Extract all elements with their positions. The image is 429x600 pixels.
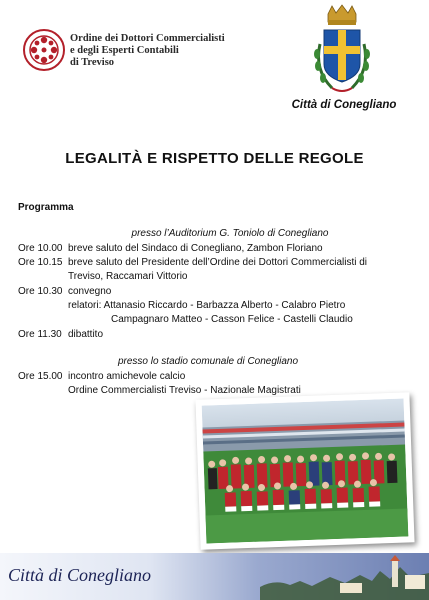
program-text: convegno bbox=[68, 286, 112, 297]
venue-stadium: presso lo stadio comunale di Conegliano bbox=[117, 356, 299, 367]
match-teams: Ordine Commercialisti Treviso - Nazionale Magistrati bbox=[68, 385, 301, 396]
order-name-line-2: e degli Esperti Contabili bbox=[70, 45, 179, 56]
venue-auditorium: presso l’Auditorium G. Toniolo di Conegliano bbox=[131, 228, 329, 239]
program-row bbox=[18, 328, 103, 341]
program-row bbox=[18, 285, 111, 298]
program-continuation: Treviso, Raccamari Vittorio bbox=[68, 271, 188, 282]
program-text: breve saluto del Presidente dell’Ordine dei Dottori Commercialisti di bbox=[68, 257, 368, 268]
team-photo bbox=[195, 392, 414, 549]
program-time: Ore 10.30 bbox=[18, 286, 63, 297]
program-text: dibattito bbox=[68, 329, 104, 340]
match-time: Ore 15.00 bbox=[18, 371, 63, 382]
program-time: Ore 10.15 bbox=[18, 257, 63, 268]
program-speakers-1: relatori: Attanasio Riccardo - Barbazza Alberto - Calabro Pietro bbox=[68, 300, 346, 311]
program-time: Ore 10.00 bbox=[18, 243, 63, 254]
footer-city-text: Città di Conegliano bbox=[8, 565, 152, 585]
order-logo-icon bbox=[22, 28, 66, 72]
program-speakers-2: Campagnaro Matteo - Casson Felice - Castelli Claudio bbox=[111, 314, 353, 325]
match-text: incontro amichevole calcio bbox=[68, 371, 186, 382]
program-text: breve saluto del Sindaco di Conegliano, Zambon Floriano bbox=[68, 243, 323, 254]
city-caption: Città di Conegliano bbox=[291, 99, 397, 111]
order-name bbox=[70, 33, 225, 69]
program-time: Ore 11.30 bbox=[18, 329, 62, 340]
order-name-line-1: Ordine dei Dottori Commercialisti bbox=[70, 33, 225, 44]
order-name-line-3: di Treviso bbox=[70, 57, 115, 68]
city-crest-icon bbox=[310, 4, 374, 100]
page-title: LEGALITÀ E RISPETTO DELLE REGOLE bbox=[65, 150, 364, 167]
programma-label: Programma bbox=[18, 202, 74, 213]
program-row bbox=[18, 242, 323, 255]
match-row bbox=[18, 370, 185, 383]
team-photo-image bbox=[202, 399, 409, 544]
program-row bbox=[18, 256, 367, 269]
